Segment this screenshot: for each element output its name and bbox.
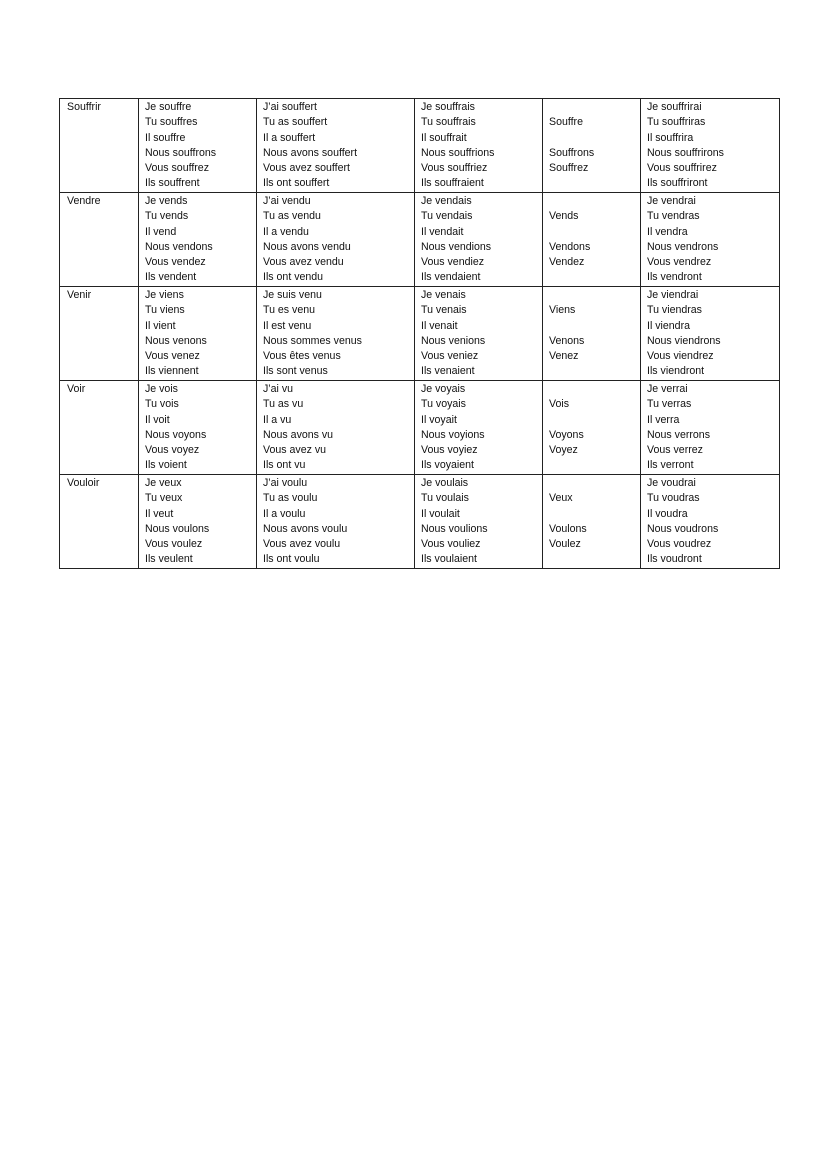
imperatif-form: Venez xyxy=(549,350,579,363)
imperatif-form xyxy=(549,413,634,428)
futur-form: Tu vendras xyxy=(647,210,700,223)
passe-compose-form: Il a voulu xyxy=(263,507,306,520)
passe-compose-form: J’ai voulu xyxy=(263,477,308,489)
futur-form: Je viendrai xyxy=(647,289,699,301)
present-form: Nous vendons xyxy=(145,240,213,253)
futur-form: Je verrai xyxy=(647,383,688,395)
verb-infinitive: Souffrir xyxy=(67,101,101,113)
passe-compose-form: Ils ont voulu xyxy=(263,553,320,566)
present-form: Nous venons xyxy=(145,334,207,347)
imparfait-form: Tu voyais xyxy=(421,398,466,411)
futur-cell xyxy=(641,99,780,193)
present-form: Je viens xyxy=(145,289,184,301)
imparfait-form: Je voulais xyxy=(421,477,469,489)
present-form: Ils voient xyxy=(145,459,187,472)
passe-compose-form: Nous sommes venus xyxy=(263,334,362,347)
imperatif-cell xyxy=(543,99,641,193)
present-form: Nous voulons xyxy=(145,522,210,535)
imparfait-form: Ils voulaient xyxy=(421,553,477,566)
verb-row-voir xyxy=(60,381,780,475)
imperatif-form: Voyez xyxy=(549,444,578,457)
passe-compose-form: Ils ont vendu xyxy=(263,271,324,284)
present-form: Vous souffrez xyxy=(145,162,209,175)
present-form: Ils vendent xyxy=(145,271,197,284)
passe-compose-cell xyxy=(257,381,415,475)
imperatif-form: Souffrez xyxy=(549,162,589,175)
present-form: Il souffre xyxy=(145,131,186,144)
present-form: Ils viennent xyxy=(145,365,199,378)
present-cell xyxy=(139,99,257,193)
passe-compose-form: Tu as vendu xyxy=(263,210,321,223)
imparfait-form: Je souffrais xyxy=(421,101,475,113)
imperatif-form: Voulons xyxy=(549,522,587,535)
futur-cell xyxy=(641,475,780,569)
verb-row-vouloir xyxy=(60,475,780,569)
present-form: Je vois xyxy=(145,383,178,395)
passe-compose-form: Il a souffert xyxy=(263,131,316,144)
imperatif-form xyxy=(549,458,634,473)
passe-compose-form: J’ai vendu xyxy=(263,195,311,207)
passe-compose-form: Il est venu xyxy=(263,319,312,332)
passe-compose-form: Vous avez souffert xyxy=(263,162,350,175)
imparfait-form: Il venait xyxy=(421,319,458,332)
imparfait-form: Tu souffrais xyxy=(421,116,476,129)
futur-form: Je vendrai xyxy=(647,195,696,207)
imparfait-form: Je voyais xyxy=(421,383,466,395)
futur-form: Nous verrons xyxy=(647,428,710,441)
imparfait-form: Tu venais xyxy=(421,304,467,317)
imparfait-form: Ils souffraient xyxy=(421,177,484,190)
imperatif-form xyxy=(549,131,634,146)
imperatif-form: Souffrons xyxy=(549,146,595,159)
imparfait-cell xyxy=(415,475,543,569)
imperatif-form xyxy=(549,100,634,115)
verb-infinitive-cell xyxy=(60,475,139,569)
present-form: Il voit xyxy=(145,413,170,426)
imperatif-form: Vends xyxy=(549,210,579,223)
verb-infinitive: Vendre xyxy=(67,195,101,207)
present-cell xyxy=(139,381,257,475)
passe-compose-form: J’ai souffert xyxy=(263,101,317,113)
imparfait-cell xyxy=(415,287,543,381)
passe-compose-form: Tu es venu xyxy=(263,304,316,317)
verb-infinitive: Vouloir xyxy=(67,477,100,489)
imperatif-form xyxy=(549,176,634,191)
passe-compose-form: Il a vendu xyxy=(263,225,309,238)
passe-compose-form: Nous avons souffert xyxy=(263,146,358,159)
imperatif-cell xyxy=(543,381,641,475)
present-cell xyxy=(139,287,257,381)
present-form: Vous vendez xyxy=(145,256,206,269)
imparfait-form: Il souffrait xyxy=(421,131,467,144)
conjugation-table-body xyxy=(60,99,780,569)
verb-infinitive: Voir xyxy=(67,383,86,395)
present-form: Tu veux xyxy=(145,492,183,505)
present-form: Nous voyons xyxy=(145,428,207,441)
imparfait-form: Ils venaient xyxy=(421,365,475,378)
futur-form: Tu verras xyxy=(647,398,692,411)
conjugation-table xyxy=(59,98,780,569)
imperatif-form xyxy=(549,507,634,522)
imparfait-form: Il voulait xyxy=(421,507,460,520)
futur-form: Nous voudrons xyxy=(647,522,719,535)
imparfait-form: Nous voyions xyxy=(421,428,485,441)
passe-compose-form: Vous avez voulu xyxy=(263,538,341,551)
futur-form: Nous vendrons xyxy=(647,240,719,253)
imparfait-form: Vous veniez xyxy=(421,350,479,363)
futur-form: Il vendra xyxy=(647,225,688,238)
imperatif-form xyxy=(549,552,634,567)
verb-infinitive-cell xyxy=(60,287,139,381)
futur-form: Vous verrez xyxy=(647,444,703,457)
present-cell xyxy=(139,475,257,569)
passe-compose-form: Je suis venu xyxy=(263,289,322,301)
passe-compose-form: Ils ont souffert xyxy=(263,177,330,190)
passe-compose-form: Ils sont venus xyxy=(263,365,328,378)
imperatif-form: Souffre xyxy=(549,116,583,129)
imparfait-form: Ils vendaient xyxy=(421,271,481,284)
futur-form: Tu voudras xyxy=(647,492,700,505)
present-form: Vous voulez xyxy=(145,538,203,551)
present-cell xyxy=(139,193,257,287)
verb-row-vendre xyxy=(60,193,780,287)
imperatif-cell xyxy=(543,193,641,287)
passe-compose-cell xyxy=(257,99,415,193)
verb-infinitive: Venir xyxy=(67,289,92,301)
futur-form: Vous viendrez xyxy=(647,350,714,363)
passe-compose-form: Tu as vu xyxy=(263,398,304,411)
imperatif-form: Venons xyxy=(549,334,585,347)
present-form: Il vend xyxy=(145,225,177,238)
imperatif-form: Veux xyxy=(549,492,573,505)
imparfait-form: Vous vouliez xyxy=(421,538,481,551)
present-form: Tu vends xyxy=(145,210,189,223)
futur-form: Il verra xyxy=(647,413,680,426)
present-form: Je souffre xyxy=(145,101,192,113)
present-form: Tu vois xyxy=(145,398,179,411)
imparfait-form: Nous souffrions xyxy=(421,146,495,159)
passe-compose-form: Tu as souffert xyxy=(263,116,328,129)
present-form: Vous voyez xyxy=(145,444,200,457)
verb-infinitive-cell xyxy=(60,99,139,193)
imparfait-form: Vous vendiez xyxy=(421,256,485,269)
imperatif-form xyxy=(549,288,634,303)
verb-row-venir xyxy=(60,287,780,381)
futur-form: Ils viendront xyxy=(647,365,705,378)
futur-form: Il voudra xyxy=(647,507,688,520)
imperatif-form: Viens xyxy=(549,304,576,317)
futur-form: Vous voudrez xyxy=(647,538,712,551)
imperatif-form: Vendons xyxy=(549,240,591,253)
passe-compose-form: Nous avons voulu xyxy=(263,522,348,535)
imperatif-form xyxy=(549,319,634,334)
passe-compose-cell xyxy=(257,475,415,569)
present-form: Tu viens xyxy=(145,304,185,317)
futur-cell xyxy=(641,193,780,287)
futur-form: Tu souffriras xyxy=(647,116,706,129)
imparfait-form: Vous souffriez xyxy=(421,162,488,175)
imperatif-form: Voulez xyxy=(549,538,581,551)
imperatif-form xyxy=(549,225,634,240)
imparfait-form: Vous voyiez xyxy=(421,444,478,457)
imparfait-form: Il voyait xyxy=(421,413,457,426)
passe-compose-form: Ils ont vu xyxy=(263,459,306,472)
verb-infinitive-cell xyxy=(60,193,139,287)
futur-form: Tu viendras xyxy=(647,304,702,317)
imparfait-form: Il vendait xyxy=(421,225,464,238)
present-form: Il vient xyxy=(145,319,176,332)
present-form: Tu souffres xyxy=(145,116,198,129)
futur-form: Ils souffriront xyxy=(647,177,708,190)
imperatif-form: Vois xyxy=(549,398,570,411)
futur-cell xyxy=(641,381,780,475)
present-form: Vous venez xyxy=(145,350,200,363)
imparfait-form: Nous venions xyxy=(421,334,486,347)
imperatif-form: Voyons xyxy=(549,428,584,441)
imparfait-cell xyxy=(415,381,543,475)
imperatif-cell xyxy=(543,287,641,381)
imparfait-form: Tu voulais xyxy=(421,492,469,505)
passe-compose-form: Vous avez vendu xyxy=(263,256,344,269)
futur-form: Je voudrai xyxy=(647,477,696,489)
imparfait-form: Ils voyaient xyxy=(421,459,474,472)
futur-form: Nous souffrirons xyxy=(647,146,724,159)
futur-form: Ils vendront xyxy=(647,271,702,284)
imperatif-cell xyxy=(543,475,641,569)
imperatif-form xyxy=(549,364,634,379)
present-form: Nous souffrons xyxy=(145,146,217,159)
passe-compose-cell xyxy=(257,193,415,287)
futur-form: Il souffrira xyxy=(647,131,694,144)
futur-form: Il viendra xyxy=(647,319,690,332)
passe-compose-form: Tu as voulu xyxy=(263,492,318,505)
passe-compose-form: J’ai vu xyxy=(263,383,294,395)
imparfait-form: Tu vendais xyxy=(421,210,473,223)
passe-compose-form: Vous êtes venus xyxy=(263,350,341,363)
imparfait-form: Nous voulions xyxy=(421,522,488,535)
futur-form: Vous vendrez xyxy=(647,256,712,269)
verb-row-souffrir xyxy=(60,99,780,193)
futur-cell xyxy=(641,287,780,381)
futur-form: Vous souffrirez xyxy=(647,162,717,175)
verb-infinitive-cell xyxy=(60,381,139,475)
present-form: Il veut xyxy=(145,507,174,520)
imperatif-form: Vendez xyxy=(549,256,585,269)
passe-compose-form: Nous avons vu xyxy=(263,428,334,441)
passe-compose-form: Nous avons vendu xyxy=(263,240,351,253)
present-form: Je vends xyxy=(145,195,188,207)
imperatif-form xyxy=(549,382,634,397)
passe-compose-form: Il a vu xyxy=(263,413,292,426)
imparfait-form: Je venais xyxy=(421,289,466,301)
futur-form: Ils voudront xyxy=(647,553,702,566)
futur-form: Nous viendrons xyxy=(647,334,721,347)
present-form: Ils souffrent xyxy=(145,177,200,190)
imperatif-form xyxy=(549,194,634,209)
present-form: Ils veulent xyxy=(145,553,193,566)
present-form: Je veux xyxy=(145,477,182,489)
imparfait-cell xyxy=(415,99,543,193)
imparfait-form: Nous vendions xyxy=(421,240,492,253)
passe-compose-cell xyxy=(257,287,415,381)
imperatif-form xyxy=(549,476,634,491)
futur-form: Je souffrirai xyxy=(647,101,702,113)
imparfait-cell xyxy=(415,193,543,287)
imperatif-form xyxy=(549,270,634,285)
imparfait-form: Je vendais xyxy=(421,195,472,207)
futur-form: Ils verront xyxy=(647,459,694,472)
passe-compose-form: Vous avez vu xyxy=(263,444,327,457)
